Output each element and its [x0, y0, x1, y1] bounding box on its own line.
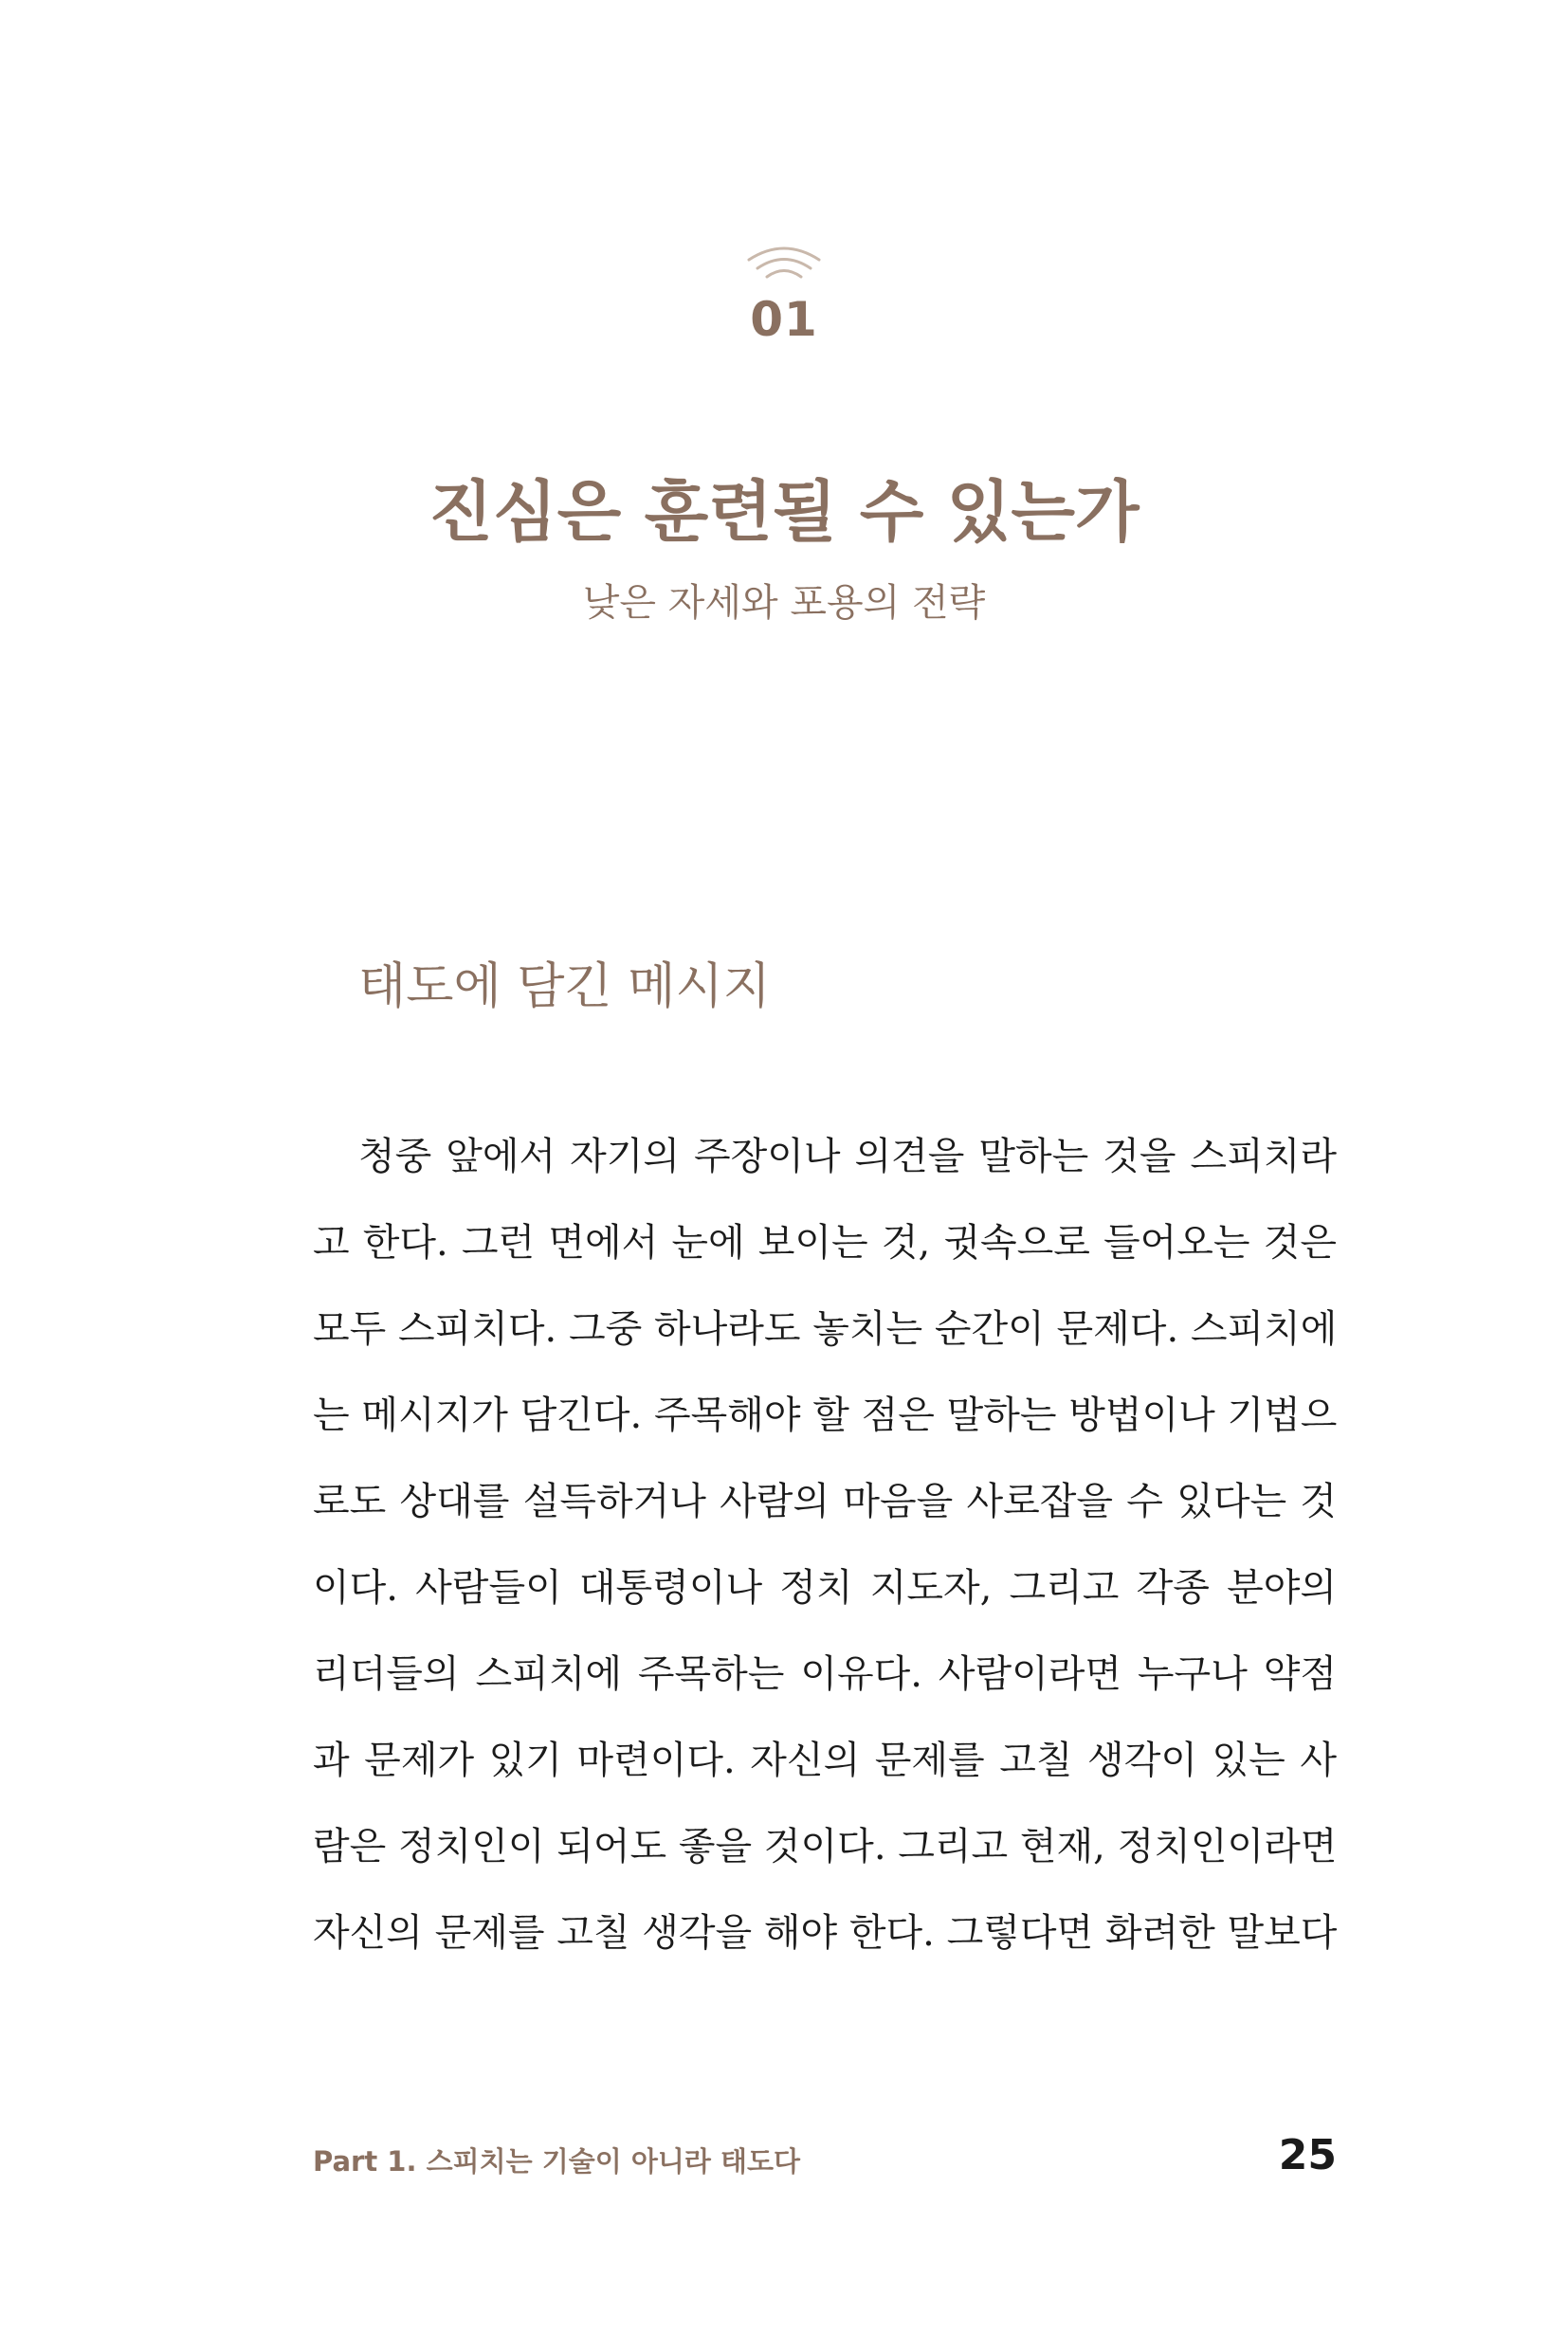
chapter-number: 01 — [750, 292, 818, 347]
body-line: 는 메시지가 담긴다. 주목해야 할 점은 말하는 방법이나 기법으 — [313, 1394, 1338, 1437]
chapter-subtitle: 낮은 자세와 포용의 전략 — [582, 581, 986, 625]
body-line: 고 한다. 그런 면에서 눈에 보이는 것, 귓속으로 들어오는 것은 — [313, 1221, 1337, 1265]
chapter-title: 진심은 훈련될 수 있는가 — [428, 472, 1140, 551]
body-line: 리더들의 스피치에 주목하는 이유다. 사람이라면 누구나 약점 — [313, 1652, 1337, 1696]
body-paragraph — [313, 1119, 1337, 1981]
body-line: 자신의 문제를 고칠 생각을 해야 한다. 그렇다면 화려한 말보다 — [313, 1911, 1338, 1955]
body-line: 람은 정치인이 되어도 좋을 것이다. 그리고 현재, 정치인이라면 — [313, 1825, 1338, 1868]
body-line: 청중 앞에서 자기의 주장이나 의견을 말하는 것을 스피치라 — [358, 1135, 1337, 1178]
running-footer: Part 1. 스피치는 기술이 아니라 태도다 — [313, 2145, 801, 2178]
body-line: 이다. 사람들이 대통령이나 정치 지도자, 그리고 각종 분야의 — [313, 1566, 1337, 1610]
body-line: 모두 스피치다. 그중 하나라도 놓치는 순간이 문제다. 스피치에 — [313, 1307, 1338, 1351]
section-heading: 태도에 담긴 메시지 — [358, 958, 771, 1015]
body-line: 과 문제가 있기 마련이다. 자신의 문제를 고칠 생각이 있는 사 — [313, 1739, 1337, 1782]
page-number: 25 — [1278, 2131, 1337, 2179]
sound-wave-icon — [741, 239, 827, 286]
body-line: 로도 상대를 설득하거나 사람의 마음을 사로잡을 수 있다는 것 — [313, 1480, 1337, 1523]
